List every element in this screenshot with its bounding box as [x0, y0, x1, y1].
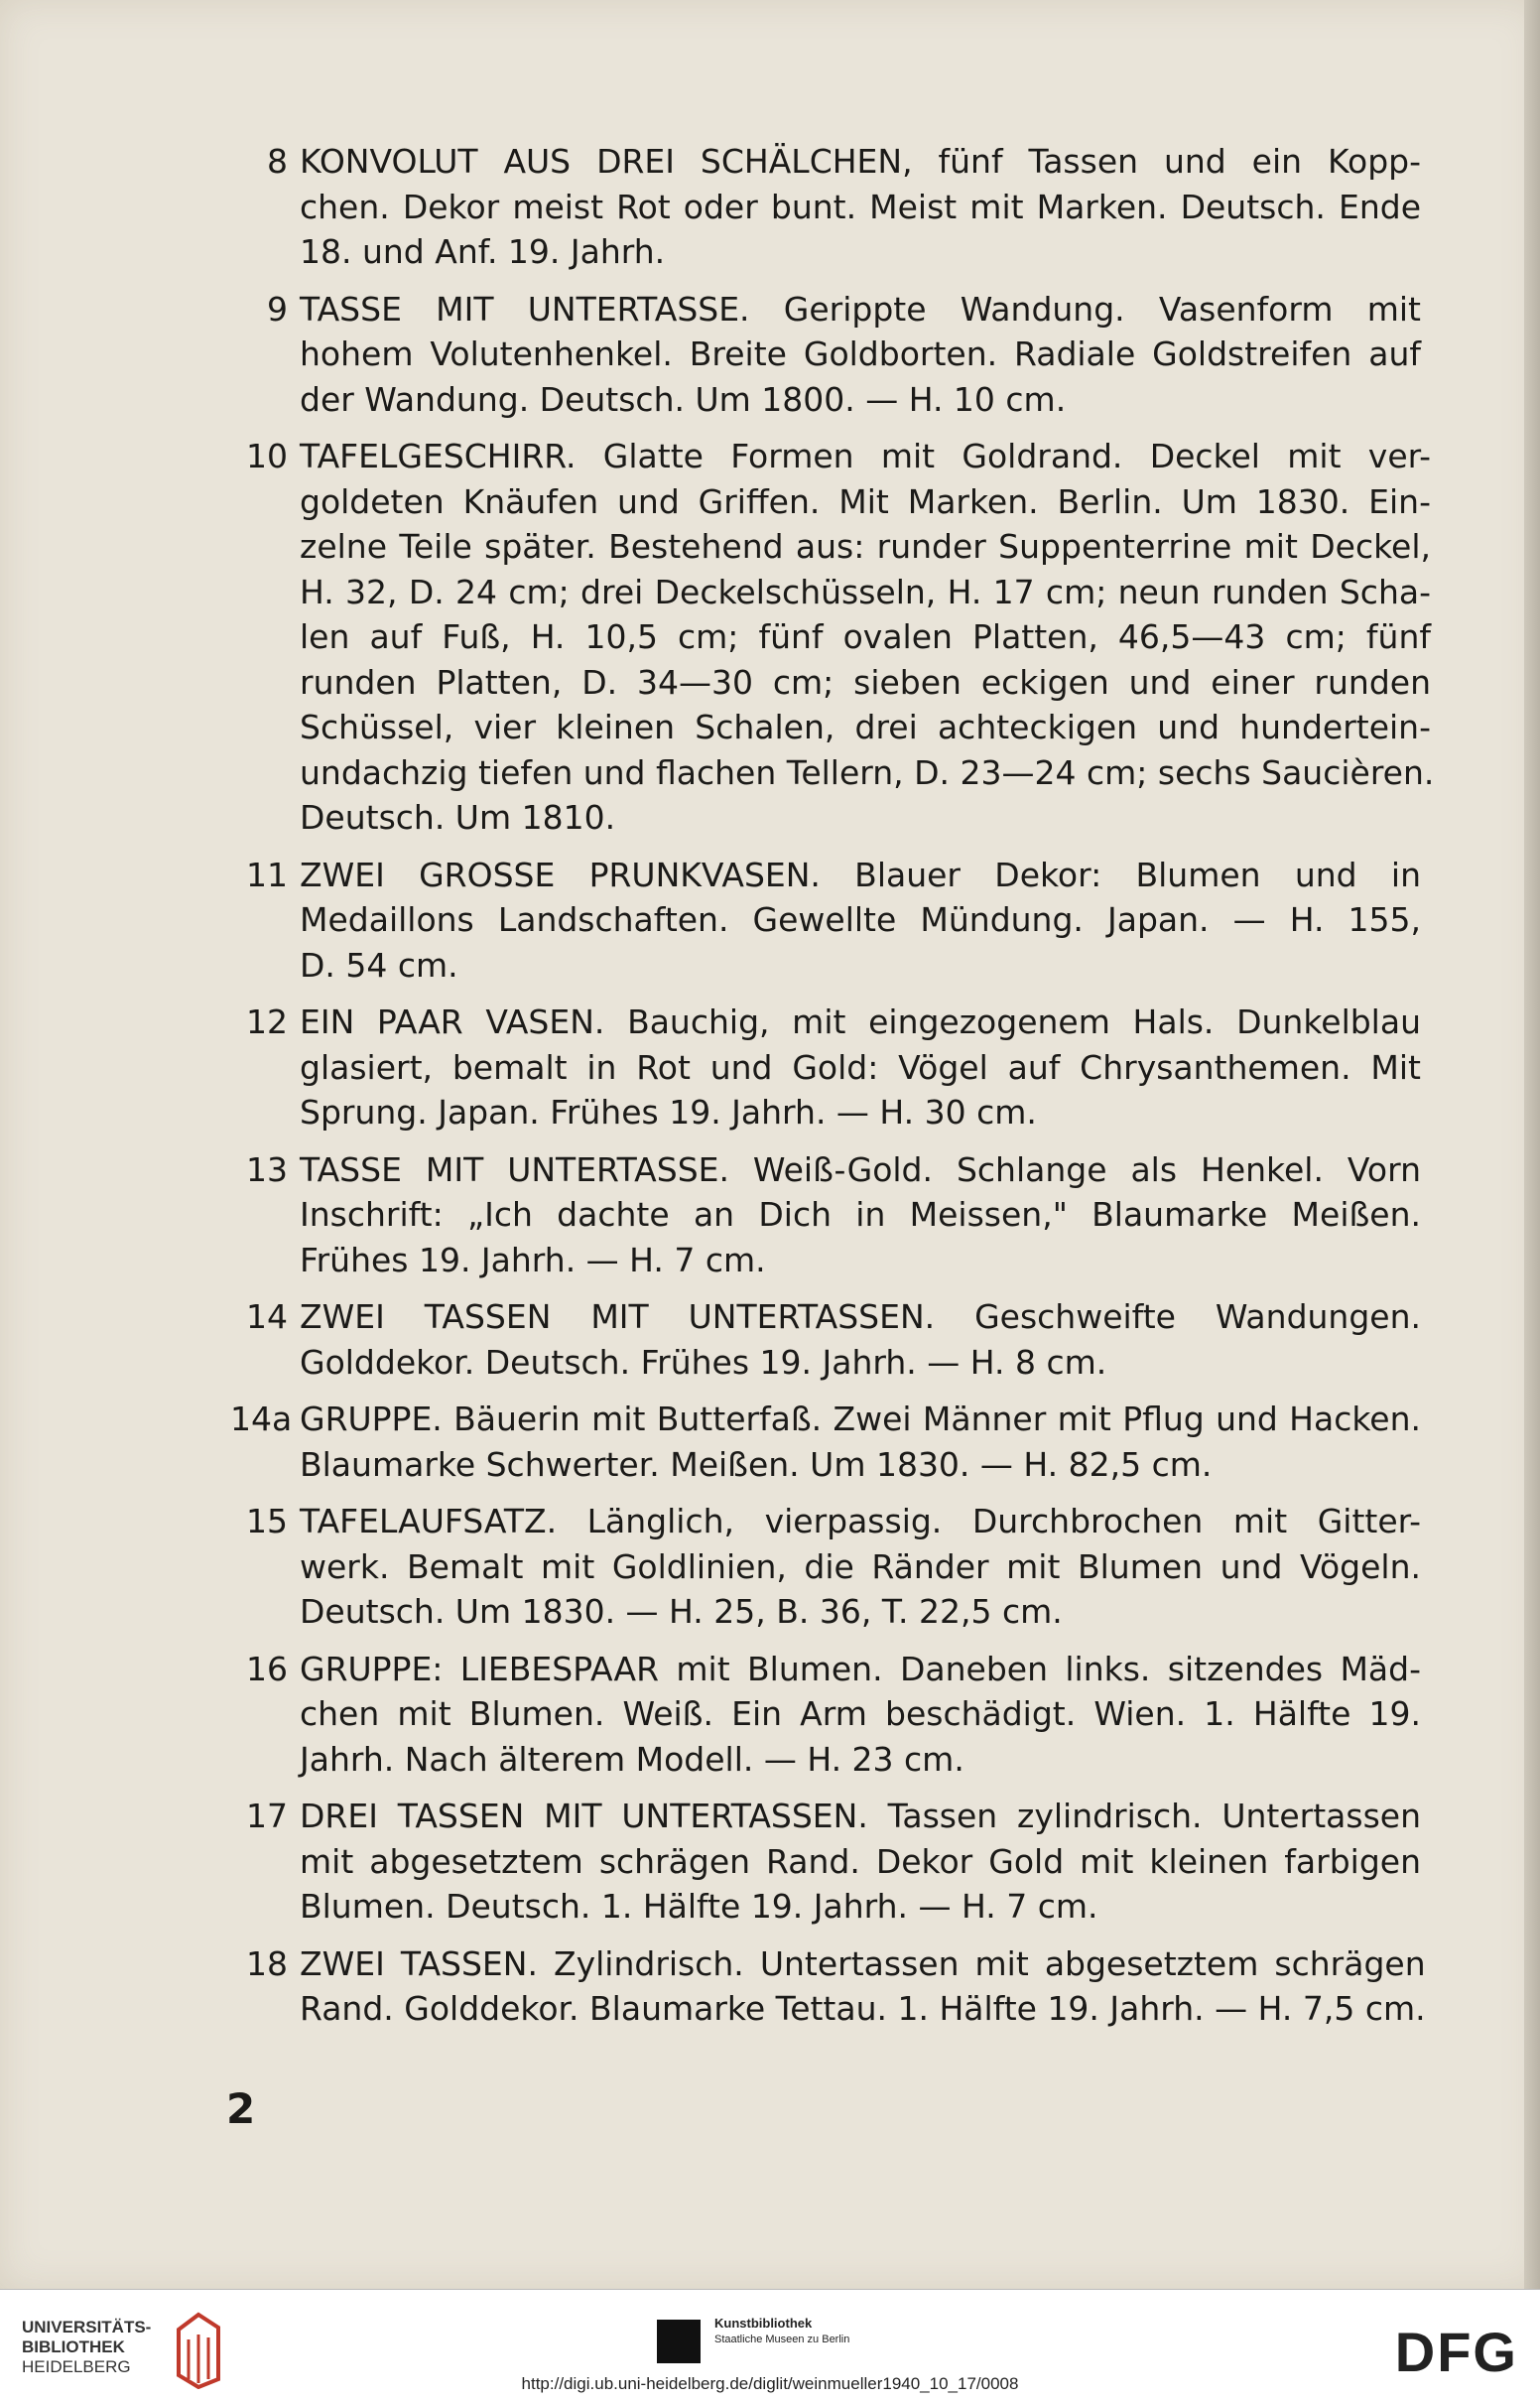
entry-line: EIN PAAR VASEN. Bauchig, mit eingezogenem Hals. Dunkelblau — [300, 1002, 1421, 1041]
entry-line: Rand. Golddekor. Blaumarke Tettau. 1. Hälfte 19. Jahrh. — H. 7,5 cm. — [300, 1989, 1426, 2028]
entry-line: undachzig tiefen und flachen Tellern, D. 23—24 cm; sechs Saucièren. — [300, 752, 1435, 792]
entry-line: Sprung. Japan. Frühes 19. Jahrh. — H. 30 cm. — [300, 1093, 1037, 1132]
entry-line: TASSE MIT UNTERTASSE. Weiß-Gold. Schlange als Henkel. Vorn — [300, 1149, 1421, 1189]
catalog-entry — [230, 1499, 1421, 1635]
entry-text — [300, 1000, 1421, 1135]
page-edge — [1524, 0, 1540, 2289]
entry-number: 16 — [246, 1649, 288, 1688]
entry-line: GRUPPE. Bäuerin mit Butterfaß. Zwei Männer mit Pflug und Hacken. — [300, 1400, 1421, 1438]
entry-line: ZWEI TASSEN MIT UNTERTASSEN. Geschweifte Wandungen. — [300, 1297, 1421, 1336]
entry-line: Deutsch. Um 1830. — H. 25, B. 36, T. 22,5 cm. — [300, 1592, 1063, 1631]
catalog-entry — [230, 1294, 1421, 1385]
entry-line: mit abgesetztem schrägen Rand. Dekor Gold mit kleinen farbigen — [300, 1841, 1421, 1881]
entry-number: 11 — [246, 855, 288, 894]
entry-text — [300, 853, 1421, 989]
catalog-entry — [230, 853, 1421, 989]
entry-line: Blumen. Deutsch. 1. Hälfte 19. Jahrh. — H. 7 cm. — [300, 1887, 1098, 1926]
kunstbibliothek-mark-icon — [657, 2320, 701, 2363]
entry-text — [300, 1397, 1421, 1487]
entry-number: 12 — [246, 1002, 288, 1041]
entry-line: runden Platten, D. 34—30 cm; sieben eckigen und einer runden — [300, 662, 1431, 702]
entry-number: 13 — [246, 1149, 288, 1189]
footer-bar — [0, 2289, 1540, 2402]
entry-line: H. 32, D. 24 cm; drei Deckelschüsseln, H. 17 cm; neun runden Scha- — [300, 572, 1431, 611]
entry-text — [300, 1794, 1421, 1930]
catalog-entry — [230, 139, 1421, 275]
entry-number: 8 — [267, 142, 288, 181]
entry-text — [300, 287, 1421, 423]
entry-number: 18 — [246, 1943, 288, 1983]
entry-line: werk. Bemalt mit Goldlinien, die Ränder mit Blumen und Vögeln. — [300, 1546, 1421, 1586]
page-number: 2 — [226, 2084, 256, 2133]
entry-text — [300, 1147, 1421, 1283]
kb-subtitle: Staatliche Museen zu Berlin — [714, 2334, 850, 2345]
entry-text — [300, 139, 1421, 275]
entry-line: hohem Volutenhenkel. Breite Goldborten. Radiale Goldstreifen auf — [300, 334, 1421, 373]
entry-line: chen mit Blumen. Weiß. Ein Arm beschädigt. Wien. 1. Hälfte 19. — [300, 1694, 1421, 1733]
uni-logo-line-3: HEIDELBERG — [22, 2357, 131, 2376]
catalog-entry — [230, 1794, 1421, 1930]
dfg-logo[interactable]: DFG — [1394, 2321, 1518, 2383]
entry-line: DREI TASSEN MIT UNTERTASSEN. Tassen zylindrisch. Untertassen — [300, 1797, 1421, 1835]
catalog-entries — [230, 139, 1435, 2044]
permalink-url[interactable]: http://digi.ub.uni-heidelberg.de/diglit/weinmueller1940_10_17/0008 — [521, 2374, 1019, 2393]
entry-number: 15 — [246, 1502, 288, 1540]
catalog-entry — [230, 1397, 1421, 1487]
entry-line: zelne Teile später. Bestehend aus: runder Suppenterrine mit Deckel, — [300, 527, 1431, 566]
entry-line: Schüssel, vier kleinen Schalen, drei achteckigen und hundertein- — [300, 708, 1431, 746]
kb-title: Kunstbibliothek — [714, 2316, 813, 2331]
entry-line: Blaumarke Schwerter. Meißen. Um 1830. — H. 82,5 cm. — [300, 1444, 1213, 1484]
catalog-entry — [230, 1147, 1421, 1283]
university-library-logo[interactable] — [22, 2318, 151, 2377]
entry-line: goldeten Knäufen und Griffen. Mit Marken. Berlin. Um 1830. Ein- — [300, 481, 1431, 521]
catalog-entry — [230, 1941, 1426, 2032]
entry-number: 14 — [246, 1297, 288, 1336]
entry-line: Medaillons Landschaften. Gewellte Mündung. Japan. — H. 155, — [300, 900, 1421, 939]
catalog-entry — [230, 434, 1435, 841]
entry-line: Inschrift: „Ich dachte an Dich in Meissen," Blaumarke Meißen. — [300, 1195, 1421, 1234]
uni-logo-line-2: BIBLIOTHEK — [22, 2337, 125, 2356]
entry-line: TAFELAUFSATZ. Länglich, vierpassig. Durchbrochen mit Gitter- — [300, 1502, 1421, 1540]
entry-line: Frühes 19. Jahrh. — H. 7 cm. — [300, 1240, 766, 1279]
entry-number: 17 — [246, 1797, 288, 1835]
catalog-entry — [230, 1647, 1421, 1783]
entry-line: D. 54 cm. — [300, 945, 458, 985]
entry-text — [300, 1647, 1421, 1783]
entry-text — [300, 1294, 1421, 1385]
entry-line: KONVOLUT AUS DREI SCHÄLCHEN, fünf Tassen und ein Kopp- — [300, 142, 1421, 181]
uni-logo-line-1: UNIVERSITÄTS- — [22, 2318, 152, 2336]
entry-line: GRUPPE: LIEBESPAAR mit Blumen. Daneben links. sitzendes Mäd- — [300, 1649, 1421, 1688]
entry-line: len auf Fuß, H. 10,5 cm; fünf ovalen Platten, 46,5—43 cm; fünf — [300, 617, 1431, 656]
entry-text — [300, 434, 1435, 841]
catalog-entry — [230, 287, 1421, 423]
entry-line: Jahrh. Nach älterem Modell. — H. 23 cm. — [300, 1739, 964, 1779]
entry-line: TAFELGESCHIRR. Glatte Formen mit Goldrand. Deckel mit ver- — [300, 437, 1431, 475]
entry-line: Golddekor. Deutsch. Frühes 19. Jahrh. — H. 8 cm. — [300, 1342, 1107, 1382]
entry-text — [300, 1941, 1426, 2032]
entry-line: glasiert, bemalt in Rot und Gold: Vögel auf Chrysanthemen. Mit — [300, 1047, 1421, 1087]
entry-line: ZWEI GROSSE PRUNKVASEN. Blauer Dekor: Blumen und in — [300, 855, 1421, 894]
entry-line: TASSE MIT UNTERTASSE. Gerippte Wandung. Vasenform mit — [300, 289, 1421, 329]
entry-line: der Wandung. Deutsch. Um 1800. — H. 10 cm. — [300, 379, 1067, 419]
entry-number: 10 — [246, 437, 288, 475]
catalog-entry — [230, 1000, 1421, 1135]
entry-line: chen. Dekor meist Rot oder bunt. Meist mit Marken. Deutsch. Ende — [300, 187, 1421, 226]
entry-text — [300, 1499, 1421, 1635]
entry-number: 14a — [230, 1400, 293, 1438]
entry-line: Deutsch. Um 1810. — [300, 798, 616, 837]
entry-line: 18. und Anf. 19. Jahrh. — [300, 232, 666, 271]
entry-line: ZWEI TASSEN. Zylindrisch. Untertassen mit abgesetztem schrägen — [300, 1943, 1426, 1983]
entry-number: 9 — [267, 289, 288, 329]
